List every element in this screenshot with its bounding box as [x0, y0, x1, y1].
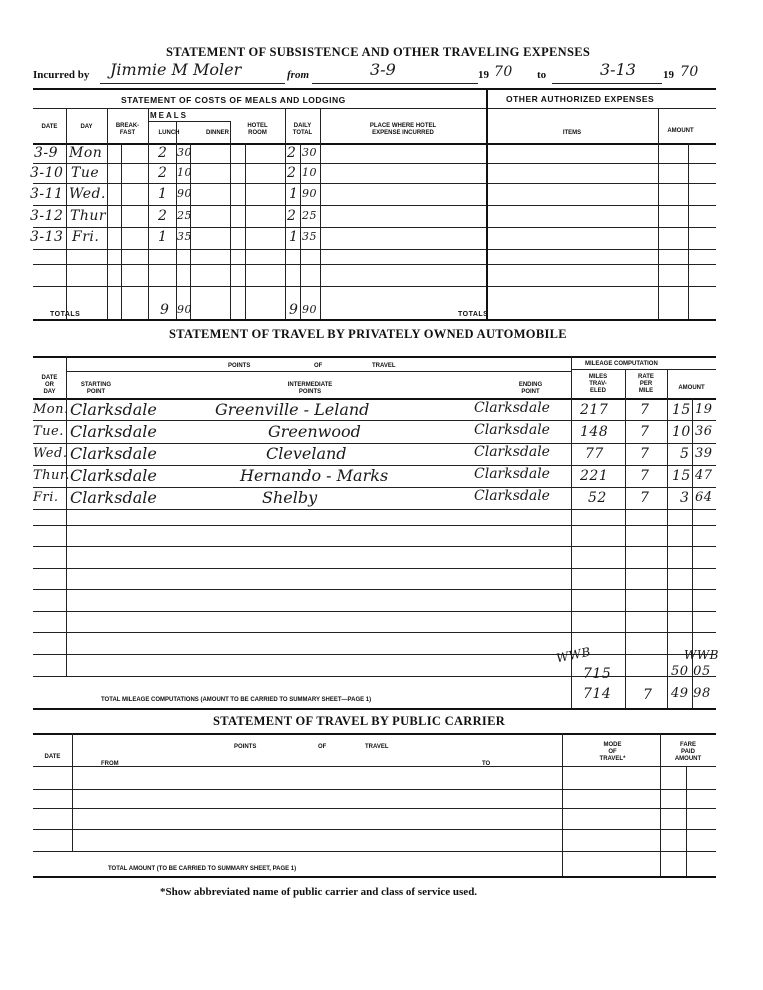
- auto-points-word-2: OF: [314, 363, 323, 369]
- intermediate-points: Hernando - Marks: [240, 466, 389, 485]
- auto-section-title: STATEMENT OF TRAVEL BY PRIVATELY OWNED AUTOMOBILE: [169, 327, 567, 341]
- auto-points-word-1: POINTS: [228, 363, 251, 369]
- miles: 221: [580, 468, 609, 484]
- ending-point: Clarksdale: [474, 488, 550, 504]
- meal-day: Thur: [70, 208, 107, 224]
- auto-col-date: DATE OR DAY: [41, 375, 58, 395]
- public-points-word-2: OF: [318, 744, 327, 750]
- intermediate-points: Greenwood: [268, 422, 361, 441]
- amount-note: WWB: [684, 648, 719, 662]
- rate: 7: [640, 402, 650, 418]
- amount-cents: 64: [695, 490, 713, 505]
- ending-point: Clarksdale: [474, 466, 550, 482]
- ending-point: Clarksdale: [474, 400, 550, 416]
- meal-date: 3-11: [30, 186, 64, 202]
- incurred-by-value: Jimmie M Moler: [110, 60, 242, 79]
- meals-section-title: STATEMENT OF COSTS OF MEALS AND LODGING: [121, 95, 346, 105]
- mileage-computation-title: MILEAGE COMPUTATION: [585, 361, 658, 367]
- intermediate-points: Shelby: [262, 488, 318, 507]
- auto-col-miles: MILES TRAV- ELED: [588, 374, 608, 394]
- footnote: *Show abbreviated name of public carrier and class of service used.: [160, 886, 478, 898]
- amount-dollars: 15: [672, 468, 691, 484]
- intermediate-points: Greenville - Leland: [215, 400, 370, 419]
- auto-day: Tue.: [33, 424, 64, 439]
- amount-cents: 39: [695, 446, 713, 461]
- auto-day: Thur.: [33, 468, 70, 483]
- lunch-cents: 25: [177, 209, 192, 222]
- meals-col-amount: AMOUNT: [667, 128, 694, 134]
- meals-col-hotel: HOTEL ROOM: [247, 123, 268, 136]
- daily-cents: 30: [302, 146, 317, 159]
- total-miles: 714: [583, 686, 612, 702]
- year-value-2: 70: [680, 64, 699, 80]
- starting-point: Clarksdale: [70, 444, 157, 463]
- public-col-date: DATE: [44, 754, 61, 760]
- lunch-dollars: 1: [158, 229, 168, 245]
- meal-day: Tue: [71, 165, 100, 181]
- total-rate: 7: [643, 687, 653, 703]
- amount-dollars: 10: [672, 424, 691, 440]
- ending-point: Clarksdale: [474, 444, 550, 460]
- lunch-dollars: 2: [158, 145, 168, 161]
- auto-col-inter: INTERMEDIATE POINTS: [287, 382, 333, 395]
- auto-day: Wed.: [33, 446, 68, 461]
- intermediate-points: Cleveland: [266, 444, 347, 463]
- amount-dollars: 15: [672, 402, 691, 418]
- public-total-label: TOTAL AMOUNT (TO BE CARRIED TO SUMMARY SHEET, PAGE 1): [108, 866, 297, 872]
- lunch-total-dollars: 9: [160, 302, 170, 318]
- lunch-cents: 35: [177, 230, 192, 243]
- daily-cents: 35: [302, 230, 317, 243]
- meals-col-place: PLACE WHERE HOTEL EXPENSE INCURRED: [369, 123, 437, 136]
- rate: 7: [640, 446, 650, 462]
- meals-col-items: ITEMS: [562, 130, 582, 136]
- auto-day: Mon.: [33, 402, 69, 417]
- daily-dollars: 1: [289, 229, 299, 245]
- meal-day: Mon: [69, 145, 103, 161]
- miles: 52: [588, 490, 607, 506]
- public-points-word-3: TRAVEL: [365, 744, 389, 750]
- lunch-cents: 10: [177, 166, 192, 179]
- to-date-value: 3-13: [600, 60, 636, 79]
- starting-point: Clarksdale: [70, 488, 157, 507]
- lunch-cents: 30: [177, 146, 192, 159]
- public-col-mode: MODE OF TRAVEL*: [599, 742, 626, 762]
- daily-total-dollars: 9: [289, 302, 299, 318]
- auto-day: Fri.: [33, 490, 59, 505]
- daily-cents: 10: [302, 166, 317, 179]
- from-date-value: 3-9: [370, 60, 396, 79]
- amount-dollars: 5: [680, 446, 690, 462]
- miles: 77: [585, 446, 604, 462]
- meal-day: Wed.: [69, 186, 106, 202]
- public-to-label: TO: [482, 761, 491, 767]
- meal-date: 3-10: [30, 165, 64, 181]
- total-amount: 49 98: [671, 686, 711, 701]
- meal-date: 3-12: [30, 208, 64, 224]
- mileage-note: WWB: [554, 644, 593, 666]
- other-totals-label: TOTALS: [458, 311, 489, 318]
- incurred-by-label: Incurred by: [33, 69, 90, 81]
- public-col-fare: FARE PAID AMOUNT: [674, 742, 702, 762]
- meals-col-breakfast: BREAK- FAST: [115, 123, 140, 136]
- daily-cents: 25: [302, 209, 317, 222]
- amount-cents: 19: [695, 402, 713, 417]
- year-prefix-2: 19: [663, 69, 674, 81]
- daily-dollars: 1: [289, 186, 299, 202]
- daily-cents: 90: [302, 187, 317, 200]
- daily-dollars: 2: [287, 145, 297, 161]
- daily-dollars: 2: [287, 208, 297, 224]
- daily-dollars: 2: [287, 165, 297, 181]
- starting-point: Clarksdale: [70, 400, 157, 419]
- other-expenses-title: OTHER AUTHORIZED EXPENSES: [506, 94, 655, 104]
- meals-col-lunch: LUNCH: [158, 130, 180, 136]
- starting-point: Clarksdale: [70, 466, 157, 485]
- daily-total-cents: 90: [302, 303, 317, 316]
- auto-col-rate: RATE PER MILE: [638, 374, 654, 394]
- lunch-cents: 90: [177, 187, 192, 200]
- auto-points-word-3: TRAVEL: [372, 363, 396, 369]
- lunch-total-cents: 90: [177, 303, 192, 316]
- year-prefix-1: 19: [478, 69, 489, 81]
- ending-point: Clarksdale: [474, 422, 550, 438]
- public-section-title: STATEMENT OF TRAVEL BY PUBLIC CARRIER: [213, 714, 506, 728]
- meal-date: 3-13: [30, 229, 64, 245]
- meals-col-day: DAY: [80, 124, 93, 130]
- meal-day: Fri.: [72, 229, 100, 245]
- rate: 7: [640, 424, 650, 440]
- total-amount-original: 50 05: [671, 664, 711, 679]
- meals-col-meals: MEALS: [150, 111, 188, 120]
- meals-col-date: DATE: [41, 124, 58, 130]
- from-label: from: [287, 69, 309, 81]
- to-label: to: [537, 69, 547, 81]
- lunch-dollars: 2: [158, 165, 168, 181]
- meals-totals-label: TOTALS: [50, 311, 81, 318]
- rate: 7: [640, 490, 650, 506]
- miles: 148: [580, 424, 609, 440]
- rate: 7: [640, 468, 650, 484]
- year-value-1: 70: [494, 64, 513, 80]
- amount-cents: 47: [695, 468, 713, 483]
- meals-col-dinner: DINNER: [205, 130, 229, 136]
- amount-cents: 36: [695, 424, 713, 439]
- auto-col-amount: AMOUNT: [678, 385, 705, 391]
- meals-col-daily: DAILY TOTAL: [292, 123, 313, 136]
- meal-date: 3-9: [34, 145, 59, 161]
- total-miles-original: 715: [583, 666, 612, 682]
- auto-col-start: STARTING POINT: [80, 382, 112, 395]
- auto-col-end: ENDING POINT: [518, 382, 543, 395]
- public-from-label: FROM: [101, 761, 119, 767]
- lunch-dollars: 2: [158, 208, 168, 224]
- lunch-dollars: 1: [158, 186, 168, 202]
- starting-point: Clarksdale: [70, 422, 157, 441]
- public-points-word-1: POINTS: [234, 744, 257, 750]
- form-title: STATEMENT OF SUBSISTENCE AND OTHER TRAVELING EXPENSES: [166, 45, 591, 59]
- miles: 217: [580, 402, 609, 418]
- auto-total-label: TOTAL MILEAGE COMPUTATIONS (AMOUNT TO BE CARRIED TO SUMMARY SHEET—PAGE 1): [101, 697, 372, 703]
- amount-dollars: 3: [680, 490, 690, 506]
